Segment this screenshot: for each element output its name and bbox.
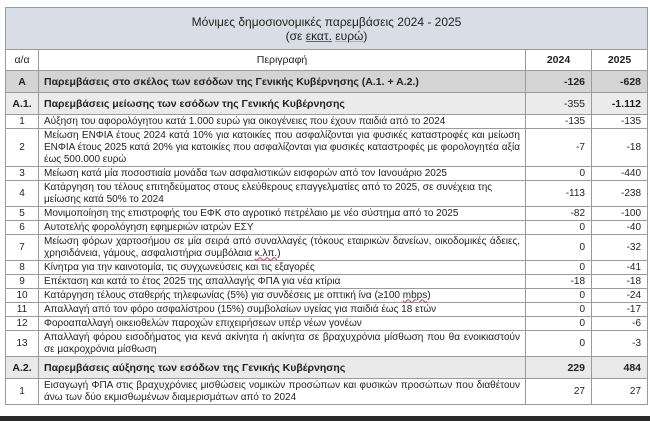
fiscal-measures-table-container xyxy=(5,7,647,405)
table-row xyxy=(6,317,648,331)
table-subtitle xyxy=(6,29,647,43)
row-description: Μείωση ΕΝΦΙΑ έτους 2024 κατά 10% για κατοικίες που ασφαλίζονται για φυσικές καταστροφές και μείωση ΕΝΦΙΑ έτους 2025 κατά 20% για κατοικίες που ασφαλίζονται για φυσικές καταστροφές με φορολογητέα αξία έως 500.000 ευρώ xyxy=(39,129,526,167)
column-header-row xyxy=(6,50,648,71)
table-row xyxy=(6,303,648,317)
row-2025: -3 xyxy=(592,331,648,357)
row-2025: -440 xyxy=(592,167,648,181)
section-a-2024: -126 xyxy=(526,71,592,93)
row-2024: -113 xyxy=(526,181,592,207)
row-description xyxy=(39,235,526,261)
section-a2-2024: 229 xyxy=(526,357,592,379)
table-row xyxy=(6,331,648,357)
row-description: Απαλλαγή από τον φόρο ασφαλίστρου (15%) συμβολαίων υγείας για παιδιά έως 18 ετών xyxy=(39,303,526,317)
section-a-aa: Α xyxy=(6,71,39,93)
row-2025: -100 xyxy=(592,207,648,221)
section-a2-2025: 484 xyxy=(592,357,648,379)
row-description-main: Μείωση φόρων χαρτοσήμου σε μία σειρά από συναλλαγές (τόκους εταιρικών δανείων, οικοδομικές άδειες, χρησιδάνεια, γάμους, ασφαλιστήρια συμβόλαια xyxy=(44,235,520,259)
row-2024: -7 xyxy=(526,129,592,167)
row-2025: -238 xyxy=(592,181,648,207)
row-description-spellcheck: mbps xyxy=(402,289,428,301)
row-2025: -24 xyxy=(592,289,648,303)
row-description: Αύξηση του αφορολόγητου κατά 1.000 ευρώ για οικογένειες που έχουν παιδιά από το 2024 xyxy=(39,115,526,129)
row-2024: 0 xyxy=(526,289,592,303)
section-a1-aa: Α.1. xyxy=(6,93,39,115)
header-aa: α/α xyxy=(6,50,39,71)
table-row xyxy=(6,275,648,289)
fiscal-measures-table xyxy=(5,7,648,405)
table-row xyxy=(6,221,648,235)
table-title: Μόνιμες δημοσιονομικές παρεμβάσεις 2024 - 2025 xyxy=(191,14,462,29)
row-2025: -18 xyxy=(592,129,648,167)
row-aa: 9 xyxy=(6,275,39,289)
row-2025: -32 xyxy=(592,235,648,261)
section-a2-row xyxy=(6,357,648,379)
row-description: Επέκταση και κατά το έτος 2025 της απαλλαγής ΦΠΑ για νέα κτίρια xyxy=(39,275,526,289)
row-2024: 0 xyxy=(526,221,592,235)
bottom-edge-bar xyxy=(0,416,650,421)
row-description-main: Κατάργηση τέλους σταθερής τηλεφωνίας (5%) για συνδέσεις με οπτική ίνα (≥100 xyxy=(44,289,403,301)
row-aa: 13 xyxy=(6,331,39,357)
section-a-row xyxy=(6,71,648,93)
row-description: Κατάργηση του τέλους επιτηδεύματος στους ελεύθερους επαγγελματίες από το 2025, σε συνέχεια της μείωσης κατά 50% το 2024 xyxy=(39,181,526,207)
table-row xyxy=(6,235,648,261)
row-description: Φοροαπαλλαγή οικειοθελών παροχών επιχειρήσεων υπέρ νέων γονέων xyxy=(39,317,526,331)
row-2024: 0 xyxy=(526,235,592,261)
row-2024: 0 xyxy=(526,261,592,275)
row-2024: 0 xyxy=(526,303,592,317)
subtitle-unit-euro: ευρώ xyxy=(335,28,364,43)
section-a1-row xyxy=(6,93,648,115)
table-row xyxy=(6,379,648,405)
section-a2-aa: Α.2. xyxy=(6,357,39,379)
row-description-end: ) xyxy=(277,247,281,259)
table-row xyxy=(6,207,648,221)
row-description: Κίνητρα για την καινοτομία, τις συγχωνεύσεις και τις εξαγορές xyxy=(39,261,526,275)
row-aa: 12 xyxy=(6,317,39,331)
section-a1-2024: -355 xyxy=(526,93,592,115)
row-2025: 27 xyxy=(592,379,648,405)
row-2024: 27 xyxy=(526,379,592,405)
subtitle-unit-million: εκατ. xyxy=(305,28,332,43)
row-2025: -40 xyxy=(592,221,648,235)
row-aa: 6 xyxy=(6,221,39,235)
row-description-end: ) xyxy=(427,289,431,301)
table-title-cell xyxy=(6,8,648,50)
row-aa: 11 xyxy=(6,303,39,317)
row-aa: 2 xyxy=(6,129,39,167)
row-aa: 1 xyxy=(6,379,39,405)
row-description: Μονιμοποίηση της επιστροφής του ΕΦΚ στο αγροτικό πετρέλαιο με νέο σύστημα από το 2025 xyxy=(39,207,526,221)
table-title-row xyxy=(6,8,648,50)
row-aa: 8 xyxy=(6,261,39,275)
row-description-spellcheck: κ.λπ. xyxy=(254,247,278,259)
row-2025: -18 xyxy=(592,275,648,289)
row-2024: -82 xyxy=(526,207,592,221)
row-aa: 5 xyxy=(6,207,39,221)
row-2024: 0 xyxy=(526,317,592,331)
row-2025: -41 xyxy=(592,261,648,275)
row-aa: 1 xyxy=(6,115,39,129)
row-description: Αυτοτελής φορολόγηση εφημεριών ιατρών ΕΣΥ xyxy=(39,221,526,235)
section-a1-2025: -1.112 xyxy=(592,93,648,115)
section-a-description: Παρεμβάσεις στο σκέλος των εσόδων της Γενικής Κυβέρνησης (Α.1. + Α.2.) xyxy=(39,71,526,93)
row-2024: 0 xyxy=(526,331,592,357)
row-aa: 7 xyxy=(6,235,39,261)
section-a-2025: -628 xyxy=(592,71,648,93)
row-2025: -135 xyxy=(592,115,648,129)
row-description: Μείωση κατά μία ποσοστιαία μονάδα των ασφαλιστικών εισφορών από τον Ιανουάριο 2025 xyxy=(39,167,526,181)
row-2024: 0 xyxy=(526,167,592,181)
row-2024: -18 xyxy=(526,275,592,289)
row-description: Απαλλαγή φόρου εισοδήματος για κενά ακίνητα ή ακίνητα σε βραχυχρόνια μίσθωση που θα ενοικιαστούν σε μακροχρόνια μίσθωση xyxy=(39,331,526,357)
header-2025: 2025 xyxy=(592,50,648,71)
subtitle-suffix: ) xyxy=(363,28,368,43)
row-description xyxy=(39,289,526,303)
table-row xyxy=(6,129,648,167)
row-2025: -17 xyxy=(592,303,648,317)
table-row xyxy=(6,115,648,129)
section-a2-description: Παρεμβάσεις αύξησης των εσόδων της Γενικής Κυβέρνησης xyxy=(39,357,526,379)
section-a1-description: Παρεμβάσεις μείωσης των εσόδων της Γενικής Κυβέρνησης xyxy=(39,93,526,115)
table-row xyxy=(6,289,648,303)
header-description: Περιγραφή xyxy=(39,50,526,71)
header-2024: 2024 xyxy=(526,50,592,71)
row-2024: -135 xyxy=(526,115,592,129)
table-row xyxy=(6,181,648,207)
row-description: Εισαγωγή ΦΠΑ στις βραχυχρόνιες μισθώσεις νομικών προσώπων και φυσικών προσώπων που διαθέτουν άνω των δύο εκμισθωμένων διαμερισμάτων από το 2024 xyxy=(39,379,526,405)
row-2025: -6 xyxy=(592,317,648,331)
table-row xyxy=(6,261,648,275)
row-aa: 4 xyxy=(6,181,39,207)
row-aa: 10 xyxy=(6,289,39,303)
table-row xyxy=(6,167,648,181)
subtitle-prefix: (σε xyxy=(285,28,306,43)
row-aa: 3 xyxy=(6,167,39,181)
